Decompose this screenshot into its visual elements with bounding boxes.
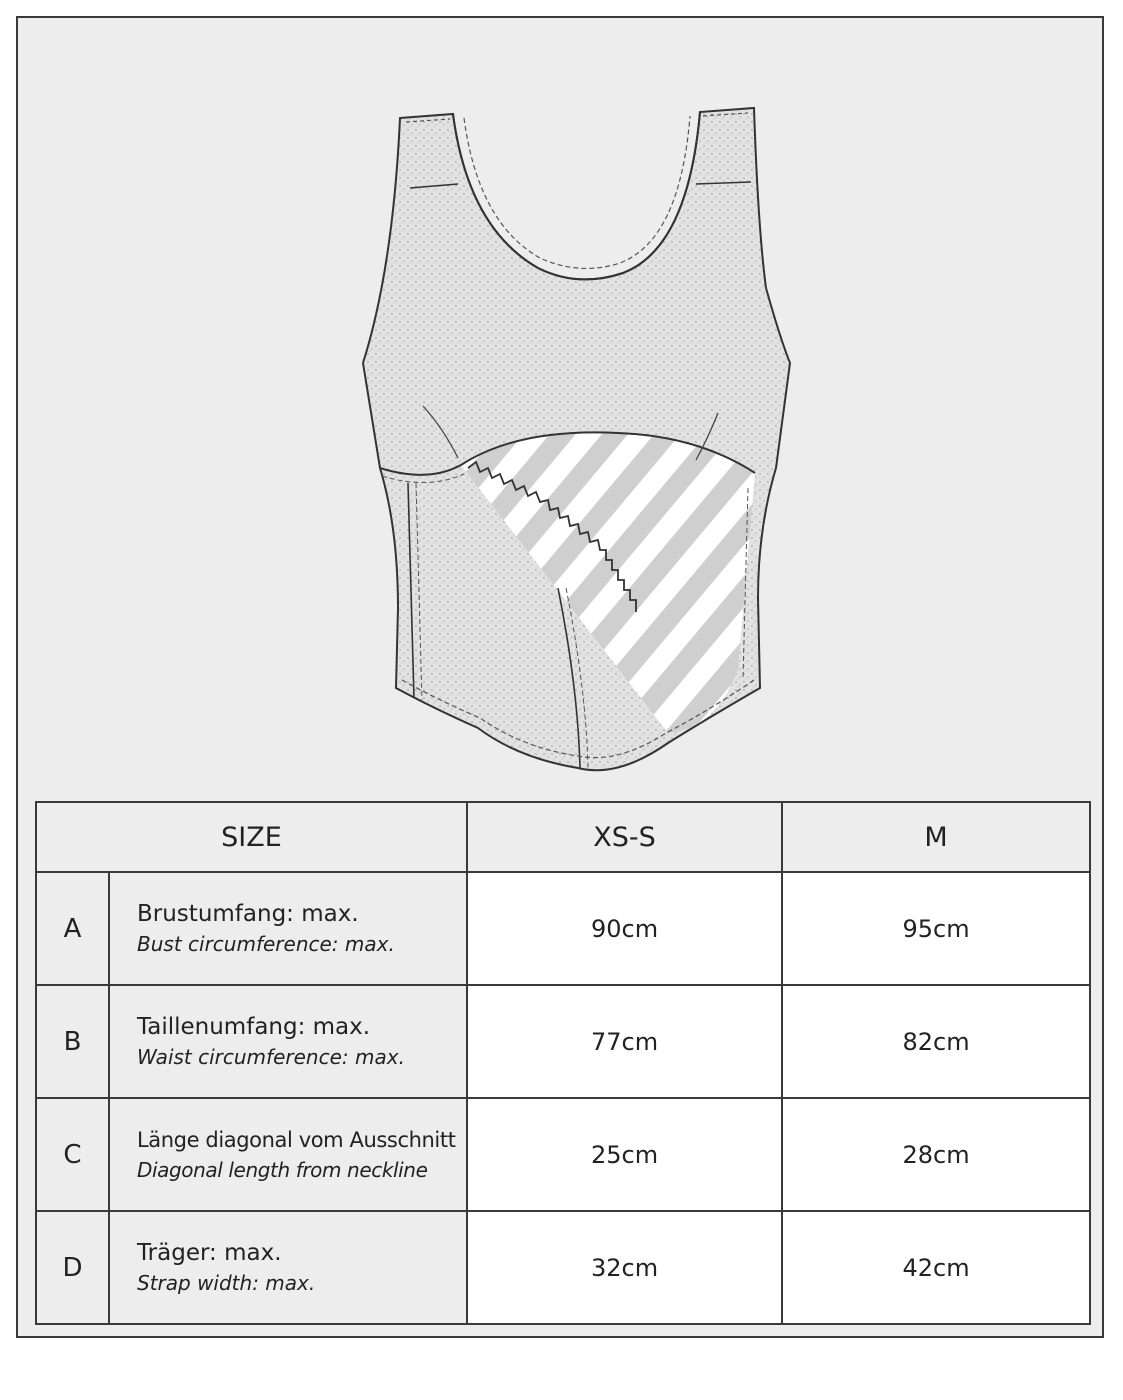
label-english: Diagonal length from neckline	[137, 1157, 428, 1182]
table-row	[36, 872, 1090, 985]
value-m: 95cm	[782, 872, 1090, 985]
size-chart-frame	[16, 16, 1104, 1338]
label-german: Brustumfang: max.	[137, 900, 359, 927]
row-letter: C	[36, 1098, 109, 1211]
value-xs-s: 90cm	[467, 872, 782, 985]
size-header-label: SIZE	[36, 802, 467, 872]
row-letter: A	[36, 872, 109, 985]
size-chart-table	[35, 801, 1091, 1325]
row-label	[109, 872, 467, 985]
row-label	[109, 1211, 467, 1324]
label-german: Taillenumfang: max.	[137, 1013, 371, 1040]
row-letter: D	[36, 1211, 109, 1324]
value-m: 82cm	[782, 985, 1090, 1098]
size-header-xs-s: XS-S	[467, 802, 782, 872]
row-label	[109, 985, 467, 1098]
label-english: Strap width: max.	[137, 1270, 316, 1295]
value-xs-s: 32cm	[467, 1211, 782, 1324]
tank-top-sketch-icon	[318, 88, 838, 778]
size-header-row	[36, 802, 1090, 872]
label-english: Waist circumference: max.	[137, 1044, 405, 1069]
label-german: Träger: max.	[137, 1239, 282, 1266]
value-m: 42cm	[782, 1211, 1090, 1324]
row-letter: B	[36, 985, 109, 1098]
label-german: Länge diagonal vom Ausschnitt	[137, 1127, 456, 1152]
value-xs-s: 25cm	[467, 1098, 782, 1211]
row-label	[109, 1098, 467, 1211]
label-english: Bust circumference: max.	[137, 931, 395, 956]
table-row	[36, 1211, 1090, 1324]
size-header-m: M	[782, 802, 1090, 872]
table-row	[36, 985, 1090, 1098]
value-m: 28cm	[782, 1098, 1090, 1211]
value-xs-s: 77cm	[467, 985, 782, 1098]
table-row	[36, 1098, 1090, 1211]
